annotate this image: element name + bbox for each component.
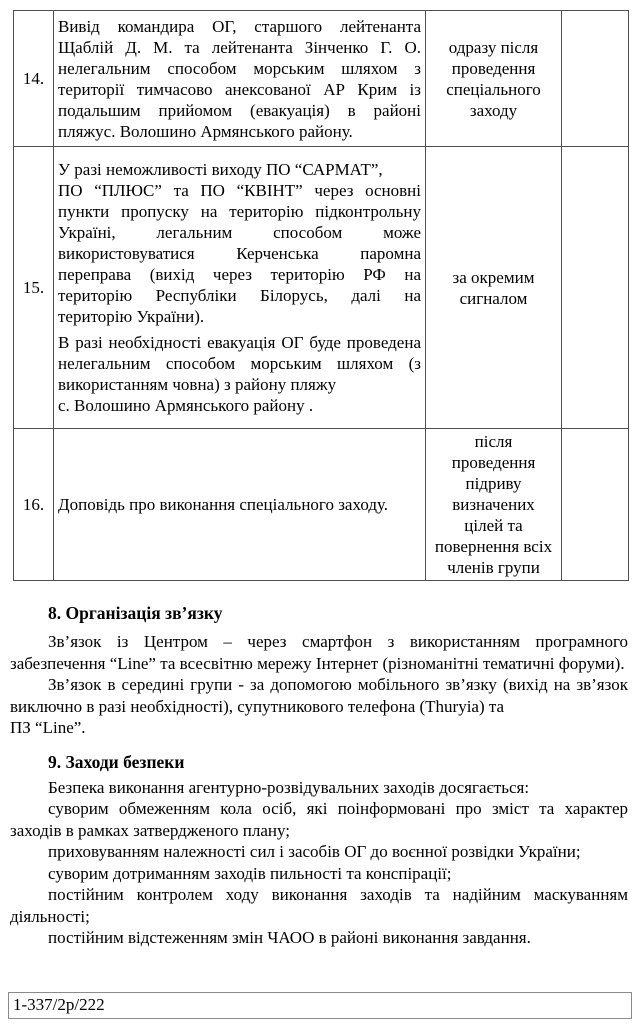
table-row-14 <box>14 11 629 147</box>
row-14-timing: одразу після проведення спеціального заходу <box>426 11 562 147</box>
section-9-paragraph-2: суворим обмеженням кола осіб, які поінформовані про зміст та характер заходів в рамках затвердженого плану; <box>10 799 628 840</box>
row-14-number: 14. <box>14 11 54 147</box>
section-9-paragraph-3: приховуванням належності сил і засобів ОГ до воєнної розвідки України; <box>48 842 581 861</box>
document-body <box>10 602 628 949</box>
row-16-description <box>54 429 426 581</box>
row-16-description-text: Доповідь про виконання спеціального заходу. <box>58 495 389 514</box>
row-15-description-paragraph-2: В разі необхідності евакуація ОГ буде проведена нелегальним способом морським шляхом (з використанням човна) з району пляжу с. Волошино Армянського району . <box>58 333 421 415</box>
row-15-description <box>54 147 426 429</box>
document-reference-number: 1-337/2р/222 <box>13 995 105 1014</box>
section-9-paragraph-1: Безпека виконання агентурно-розвідувальних заходів досягається: <box>48 777 530 797</box>
row-14-notes-cell <box>562 11 629 147</box>
row-16-timing: після проведення підриву визначених цілей та повернення всіх членів групи <box>426 429 562 581</box>
row-15-notes-cell <box>562 147 629 429</box>
section-8-paragraph-1: Зв’язок із Центром – через смартфон з використанням програмного забезпечення “Line” та всесвітню мережу Інтернет (різноманітні тематичні форуми). <box>10 632 628 673</box>
row-16-number: 16. <box>14 429 54 581</box>
section-9-paragraph-4: суворим дотриманням заходів пильності та конспірації; <box>48 863 452 883</box>
document-reference-box <box>8 992 632 1019</box>
row-15-number: 15. <box>14 147 54 429</box>
plan-measures-table <box>13 10 629 581</box>
table-row-16 <box>14 429 629 581</box>
section-9-heading: 9. Заходи безпеки <box>48 751 185 772</box>
section-9-paragraph-5: постійним контролем ходу виконання заходів та надійним маскуванням діяльності; <box>10 885 628 926</box>
row-14-description-text: Вивід командира ОГ, старшого лейтенанта Щаблій Д. М. та лейтенанта Зінченко Г. О. нелегальним способом морським шляхом з території тимчасово анексованої АР Крим із подальшим прийомом (евакуація) в районі пляжус. Волошино Армянського району. <box>58 16 421 141</box>
row-15-timing: за окремим сигналом <box>426 147 562 429</box>
row-15-description-paragraph-1: У разі неможливості виходу ПО “САРМАТ”, ПО “ПЛЮС” та ПО “КВІНТ” через основні пункти пропуску на територію підконтрольну Україні, легальним способом може використовуватися Керченська паромна переправа (вихід через територію РФ на територію Республіки Білорусь, далі на територію України). <box>58 160 421 326</box>
row-14-description <box>54 11 426 147</box>
section-8-paragraph-2: Зв’язок в середині групи - за допомогою мобільного зв’язку (вихід на зв’язок виключно в разі необхідності), супутникового телефона (Thuryia) та ПЗ “Line”. <box>10 675 628 737</box>
row-16-notes-cell <box>562 429 629 581</box>
table-row-15 <box>14 147 629 429</box>
section-9-paragraph-6: постійним відстеженням змін ЧАОО в районі виконання завдання. <box>48 928 531 947</box>
section-8-heading: 8. Організація зв’язку <box>48 603 223 623</box>
